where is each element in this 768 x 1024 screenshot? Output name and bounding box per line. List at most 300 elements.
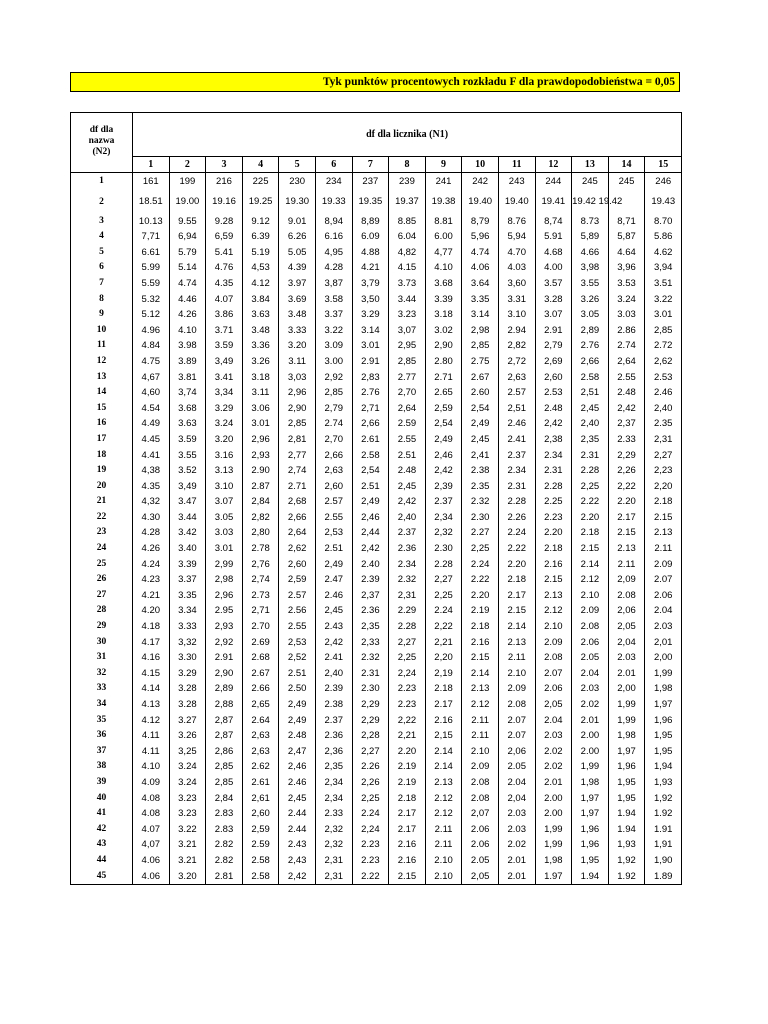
table-cell: 2,28 xyxy=(352,728,389,744)
table-cell: 2,32 xyxy=(425,525,462,541)
table-cell: 1.94 xyxy=(608,822,645,838)
table-cell: 2.01 xyxy=(498,869,535,885)
table-cell: 2,93 xyxy=(206,619,243,635)
table-cell: 1,95 xyxy=(645,744,682,760)
table-cell: 19.25 xyxy=(242,190,279,214)
row-label: 7 xyxy=(71,276,133,292)
table-cell: 2.14 xyxy=(462,666,499,682)
row-label: 2 xyxy=(71,190,133,214)
table-cell: 1,95 xyxy=(608,791,645,807)
table-cell: 1,96 xyxy=(572,822,609,838)
table-cell: 2,51 xyxy=(498,401,535,417)
table-cell: 2.11 xyxy=(425,822,462,838)
table-cell: 3.24 xyxy=(169,759,206,775)
row-label: 4 xyxy=(71,229,133,245)
table-cell: 1.92 xyxy=(645,806,682,822)
table-cell: 2,25 xyxy=(462,541,499,557)
table-cell: 2.10 xyxy=(425,869,462,885)
table-cell: 2,60 xyxy=(315,479,352,495)
table-cell: 2.15 xyxy=(389,869,426,885)
table-cell: 2,05 xyxy=(462,869,499,885)
table-cell: 2,89 xyxy=(206,681,243,697)
table-row xyxy=(71,463,682,479)
table-cell: 2,61 xyxy=(242,791,279,807)
table-cell: 199 xyxy=(169,173,206,190)
table-row xyxy=(71,603,682,619)
table-cell: 2,45 xyxy=(572,401,609,417)
table-cell: 2,85 xyxy=(206,775,243,791)
table-cell: 3.47 xyxy=(169,494,206,510)
table-cell: 1,98 xyxy=(572,775,609,791)
table-cell: 2.83 xyxy=(206,822,243,838)
row-label: 36 xyxy=(71,728,133,744)
row-label: 17 xyxy=(71,432,133,448)
table-cell: 2,77 xyxy=(279,448,316,464)
row-label: 31 xyxy=(71,650,133,666)
table-cell: 3.37 xyxy=(169,572,206,588)
table-cell: 18.51 xyxy=(133,190,170,214)
table-cell: 3.40 xyxy=(169,541,206,557)
table-cell: 2,53 xyxy=(279,635,316,651)
table-cell: 2.28 xyxy=(389,619,426,635)
table-cell: 3.57 xyxy=(535,276,572,292)
table-cell: 2,07 xyxy=(462,806,499,822)
table-cell: 2.06 xyxy=(462,837,499,853)
table-cell: 4.66 xyxy=(572,245,609,261)
table-cell: 2.25 xyxy=(535,494,572,510)
table-cell: 4.10 xyxy=(133,759,170,775)
table-cell: 3.98 xyxy=(169,338,206,354)
table-cell: 19.40 xyxy=(462,190,499,214)
table-cell: 3.10 xyxy=(206,479,243,495)
table-cell: 2,05 xyxy=(535,697,572,713)
table-cell: 3.03 xyxy=(608,307,645,323)
table-cell: 2,49 xyxy=(462,416,499,432)
row-label: 33 xyxy=(71,681,133,697)
table-cell: 2,49 xyxy=(352,494,389,510)
table-cell: 2,80 xyxy=(242,525,279,541)
table-cell: 2,93 xyxy=(242,448,279,464)
table-cell: 2.14 xyxy=(498,619,535,635)
table-cell: 1,98 xyxy=(535,853,572,869)
table-cell: 19.38 xyxy=(425,190,462,214)
table-cell: 2.02 xyxy=(535,759,572,775)
table-cell: 1,92 xyxy=(645,791,682,807)
table-cell: 2,60 xyxy=(535,370,572,386)
table-cell: 6.39 xyxy=(242,229,279,245)
table-row xyxy=(71,759,682,775)
row-label: 26 xyxy=(71,572,133,588)
table-cell: 1,93 xyxy=(608,837,645,853)
table-cell: 1,98 xyxy=(645,681,682,697)
row-label: 3 xyxy=(71,214,133,230)
table-cell: 2,85 xyxy=(462,338,499,354)
table-cell: 2.12 xyxy=(425,806,462,822)
table-cell: 4.06 xyxy=(133,853,170,869)
table-cell: 3.22 xyxy=(169,822,206,838)
table-cell: 4.10 xyxy=(169,323,206,339)
table-cell: 2.22 xyxy=(572,494,609,510)
table-cell: 2,19 xyxy=(425,666,462,682)
table-cell: 2,63 xyxy=(498,370,535,386)
table-cell: 2.19 xyxy=(462,603,499,619)
table-cell: 2,31 xyxy=(645,432,682,448)
table-cell: 4.45 xyxy=(133,432,170,448)
table-cell: 2.29 xyxy=(389,603,426,619)
table-cell: 3,07 xyxy=(389,323,426,339)
table-cell: 2.10 xyxy=(535,619,572,635)
table-cell: 2.04 xyxy=(498,775,535,791)
table-cell: 2.58 xyxy=(242,869,279,885)
table-cell: 8,74 xyxy=(535,214,572,230)
table-cell: 2.13 xyxy=(535,588,572,604)
table-cell: 2.16 xyxy=(462,635,499,651)
table-cell: 3.21 xyxy=(169,837,206,853)
table-cell: 3.44 xyxy=(389,292,426,308)
table-cell: 2,29 xyxy=(352,713,389,729)
table-cell: 4,67 xyxy=(133,370,170,386)
table-cell: 2,76 xyxy=(242,557,279,573)
row-label: 25 xyxy=(71,557,133,573)
table-cell: 2,04 xyxy=(608,635,645,651)
table-cell: 2.13 xyxy=(498,635,535,651)
row-label: 6 xyxy=(71,260,133,276)
table-cell: 6.61 xyxy=(133,245,170,261)
table-cell: 3.33 xyxy=(279,323,316,339)
table-cell: 2,00 xyxy=(608,681,645,697)
table-cell: 2,05 xyxy=(608,619,645,635)
table-cell: 2,42 xyxy=(608,401,645,417)
table-row xyxy=(71,448,682,464)
table-cell: 2,21 xyxy=(389,728,426,744)
table-cell: 19.30 xyxy=(279,190,316,214)
table-cell: 4.84 xyxy=(133,338,170,354)
table-cell: 3.39 xyxy=(425,292,462,308)
table-cell: 1,99 xyxy=(608,713,645,729)
table-cell: 4,60 xyxy=(133,385,170,401)
table-cell: 4.76 xyxy=(206,260,243,276)
table-cell: 4.70 xyxy=(498,245,535,261)
table-cell: 8.70 xyxy=(645,214,682,230)
table-cell: 2.08 xyxy=(608,588,645,604)
table-cell: 4.24 xyxy=(133,557,170,573)
table-cell: 2,63 xyxy=(242,728,279,744)
table-row xyxy=(71,338,682,354)
table-cell: 2.00 xyxy=(572,744,609,760)
table-cell: 2.90 xyxy=(242,463,279,479)
table-cell: 2,33 xyxy=(352,635,389,651)
table-cell: 3.69 xyxy=(279,292,316,308)
row-label: 24 xyxy=(71,541,133,557)
table-cell: 2.07 xyxy=(645,572,682,588)
table-cell: 2,71 xyxy=(242,603,279,619)
table-cell: 3.07 xyxy=(206,494,243,510)
table-cell: 2.26 xyxy=(498,510,535,526)
table-cell: 2,71 xyxy=(352,401,389,417)
table-cell: 3.01 xyxy=(645,307,682,323)
table-row xyxy=(71,494,682,510)
table-cell: 2.41 xyxy=(498,432,535,448)
table-cell: 19.33 xyxy=(315,190,352,214)
table-cell: 3.30 xyxy=(169,650,206,666)
table-cell: 2.24 xyxy=(498,525,535,541)
table-cell: 5.99 xyxy=(133,260,170,276)
table-cell: 2,40 xyxy=(389,510,426,526)
table-cell: 2.09 xyxy=(462,759,499,775)
table-cell: 3.14 xyxy=(462,307,499,323)
row-label: 40 xyxy=(71,791,133,807)
table-cell: 2.32 xyxy=(352,650,389,666)
row-label: 32 xyxy=(71,666,133,682)
table-cell: 2.09 xyxy=(572,603,609,619)
table-cell: 2.46 xyxy=(279,775,316,791)
table-row xyxy=(71,260,682,276)
row-label: 37 xyxy=(71,744,133,760)
table-cell: 2.10 xyxy=(462,744,499,760)
table-cell: 4.39 xyxy=(279,260,316,276)
table-cell: 4.12 xyxy=(242,276,279,292)
column-header: 15 xyxy=(645,157,682,173)
table-cell: 2,27 xyxy=(425,572,462,588)
table-cell: 2.51 xyxy=(315,541,352,557)
table-cell: 3.58 xyxy=(315,292,352,308)
table-cell: 3.97 xyxy=(279,276,316,292)
table-cell: 2.08 xyxy=(462,775,499,791)
table-cell: 2.03 xyxy=(535,728,572,744)
table-cell: 2,64 xyxy=(389,401,426,417)
table-cell: 3.37 xyxy=(315,307,352,323)
column-header: 1 xyxy=(133,157,170,173)
table-cell: 2.36 xyxy=(315,728,352,744)
table-cell: 2,42 xyxy=(389,494,426,510)
table-cell: 2.32 xyxy=(389,572,426,588)
table-cell: 3.52 xyxy=(169,463,206,479)
table-cell: 3.53 xyxy=(608,276,645,292)
table-cell: 2,41 xyxy=(462,448,499,464)
table-cell: 245 xyxy=(572,173,609,190)
table-cell: 2.05 xyxy=(462,853,499,869)
table-cell: 6.09 xyxy=(352,229,389,245)
table-cell: 3.89 xyxy=(169,354,206,370)
table-cell: 2,29 xyxy=(352,697,389,713)
table-cell: 2.19 xyxy=(389,759,426,775)
table-cell: 4.21 xyxy=(133,588,170,604)
table-cell: 2.08 xyxy=(535,650,572,666)
table-cell: 2,34 xyxy=(425,510,462,526)
table-cell: 3.01 xyxy=(242,416,279,432)
table-cell: 2.46 xyxy=(315,588,352,604)
table-cell: 2,66 xyxy=(315,448,352,464)
table-cell: 2.37 xyxy=(425,494,462,510)
table-cell: 216 xyxy=(206,173,243,190)
table-cell: 6.00 xyxy=(425,229,462,245)
table-cell: 2.17 xyxy=(608,510,645,526)
table-cell: 4.14 xyxy=(133,681,170,697)
table-cell: 1,96 xyxy=(608,759,645,775)
table-cell: 2.40 xyxy=(352,557,389,573)
table-cell: 2,22 xyxy=(608,479,645,495)
table-cell: 2.10 xyxy=(425,853,462,869)
table-cell: 2.65 xyxy=(425,385,462,401)
table-cell: 7,71 xyxy=(133,229,170,245)
table-cell: 2.18 xyxy=(389,791,426,807)
table-cell: 2.01 xyxy=(608,666,645,682)
table-cell: 3.02 xyxy=(425,323,462,339)
table-cell: 2.18 xyxy=(498,572,535,588)
table-cell: 3.39 xyxy=(169,557,206,573)
table-cell: 2,54 xyxy=(462,401,499,417)
table-cell: 2.81 xyxy=(206,869,243,885)
table-cell: 3.41 xyxy=(206,370,243,386)
column-header: 5 xyxy=(279,157,316,173)
table-cell: 2,66 xyxy=(352,416,389,432)
column-header: 11 xyxy=(498,157,535,173)
table-cell: 2,39 xyxy=(425,479,462,495)
table-cell: 2.14 xyxy=(425,744,462,760)
table-cell: 10.13 xyxy=(133,214,170,230)
table-cell: 2.91 xyxy=(206,650,243,666)
column-group-header: df dla licznika (N1) xyxy=(133,113,682,157)
table-cell: 2.08 xyxy=(572,619,609,635)
row-label: 11 xyxy=(71,338,133,354)
table-cell: 4.08 xyxy=(133,806,170,822)
table-cell: 4.06 xyxy=(133,869,170,885)
table-cell: 2.33 xyxy=(315,806,352,822)
table-cell: 2.08 xyxy=(462,791,499,807)
table-cell: 3.28 xyxy=(169,681,206,697)
table-cell: 2.33 xyxy=(608,432,645,448)
table-cell: 2,40 xyxy=(645,401,682,417)
table-cell: 2,81 xyxy=(279,432,316,448)
table-cell: 1,99 xyxy=(572,759,609,775)
table-cell: 2.28 xyxy=(572,463,609,479)
column-header: 10 xyxy=(462,157,499,173)
table-cell: 2.15 xyxy=(462,650,499,666)
table-cell: 2.14 xyxy=(572,557,609,573)
table-row xyxy=(71,775,682,791)
column-header: 12 xyxy=(535,157,572,173)
table-cell: 2.11 xyxy=(498,650,535,666)
table-cell: 2,27 xyxy=(352,744,389,760)
table-cell: 2.86 xyxy=(608,323,645,339)
table-cell: 4.62 xyxy=(645,245,682,261)
table-cell: 2.55 xyxy=(389,432,426,448)
table-cell: 6.04 xyxy=(389,229,426,245)
table-cell: 2.11 xyxy=(462,713,499,729)
row-label: 30 xyxy=(71,635,133,651)
table-cell: 2,98 xyxy=(206,572,243,588)
table-cell: 2,32 xyxy=(315,837,352,853)
table-cell: 2.15 xyxy=(535,572,572,588)
table-cell: 3.18 xyxy=(242,370,279,386)
table-cell: 2.77 xyxy=(389,370,426,386)
table-cell: 2,34 xyxy=(315,791,352,807)
table-cell: 3.22 xyxy=(315,323,352,339)
table-cell: 2.03 xyxy=(498,806,535,822)
table-cell: 1,97 xyxy=(608,744,645,760)
table-cell: 245 xyxy=(608,173,645,190)
table-cell: 3.63 xyxy=(169,416,206,432)
table-cell: 2.16 xyxy=(535,557,572,573)
table-cell: 3.68 xyxy=(169,401,206,417)
table-cell: 2.32 xyxy=(462,494,499,510)
table-cell: 2,43 xyxy=(279,853,316,869)
table-cell: 3.07 xyxy=(535,307,572,323)
column-header: 9 xyxy=(425,157,462,173)
table-cell: 5.05 xyxy=(279,245,316,261)
table-cell: 2,31 xyxy=(315,853,352,869)
row-label: 21 xyxy=(71,494,133,510)
table-cell: 2.30 xyxy=(352,681,389,697)
table-cell: 3.11 xyxy=(279,354,316,370)
table-row xyxy=(71,541,682,557)
table-cell: 2.57 xyxy=(279,588,316,604)
table-cell: 2,60 xyxy=(279,557,316,573)
column-header: 14 xyxy=(608,157,645,173)
table-cell: 2,62 xyxy=(645,354,682,370)
table-cell: 1.92 xyxy=(608,869,645,885)
table-cell: 2,51 xyxy=(572,385,609,401)
table-cell: 1,95 xyxy=(608,775,645,791)
table-cell: 2.87 xyxy=(242,479,279,495)
table-cell: 3.18 xyxy=(425,307,462,323)
table-row xyxy=(71,190,682,214)
table-cell: 2,66 xyxy=(572,354,609,370)
table-cell: 2,92 xyxy=(206,635,243,651)
table-cell: 2.04 xyxy=(572,666,609,682)
table-cell: 2.15 xyxy=(608,525,645,541)
table-cell: 2.06 xyxy=(535,681,572,697)
table-cell: 2.04 xyxy=(645,603,682,619)
table-cell: 3.05 xyxy=(206,510,243,526)
table-cell: 4.00 xyxy=(535,260,572,276)
table-cell: 2,27 xyxy=(389,635,426,651)
row-label: 45 xyxy=(71,869,133,885)
table-cell: 4,77 xyxy=(425,245,462,261)
table-cell: 2.31 xyxy=(572,448,609,464)
table-cell: 2.18 xyxy=(535,541,572,557)
table-cell: 2,63 xyxy=(315,463,352,479)
table-cell: 2.71 xyxy=(279,479,316,495)
row-label: 13 xyxy=(71,370,133,386)
table-cell: 3.42 xyxy=(169,525,206,541)
table-cell: 2.03 xyxy=(498,822,535,838)
table-cell: 2.14 xyxy=(425,759,462,775)
table-cell: 2,82 xyxy=(242,510,279,526)
table-cell: 2.38 xyxy=(462,463,499,479)
table-row xyxy=(71,744,682,760)
table-cell: 2.34 xyxy=(498,463,535,479)
table-cell: 2.48 xyxy=(279,728,316,744)
table-cell: 2,85 xyxy=(645,323,682,339)
table-cell: 2.80 xyxy=(425,354,462,370)
table-cell: 2,46 xyxy=(425,448,462,464)
table-cell: 2.43 xyxy=(315,619,352,635)
table-row xyxy=(71,837,682,853)
table-cell: 2.60 xyxy=(462,385,499,401)
table-cell: 2,47 xyxy=(279,744,316,760)
table-cell: 2.18 xyxy=(572,525,609,541)
table-cell: 3,87 xyxy=(315,276,352,292)
table-cell: 2.56 xyxy=(279,603,316,619)
table-cell: 2,53 xyxy=(315,525,352,541)
row-label: 41 xyxy=(71,806,133,822)
table-cell: 2.58 xyxy=(572,370,609,386)
table-cell: 2.11 xyxy=(645,541,682,557)
table-cell: 1,91 xyxy=(645,837,682,853)
table-cell: 2.51 xyxy=(352,479,389,495)
table-cell: 3.03 xyxy=(206,525,243,541)
